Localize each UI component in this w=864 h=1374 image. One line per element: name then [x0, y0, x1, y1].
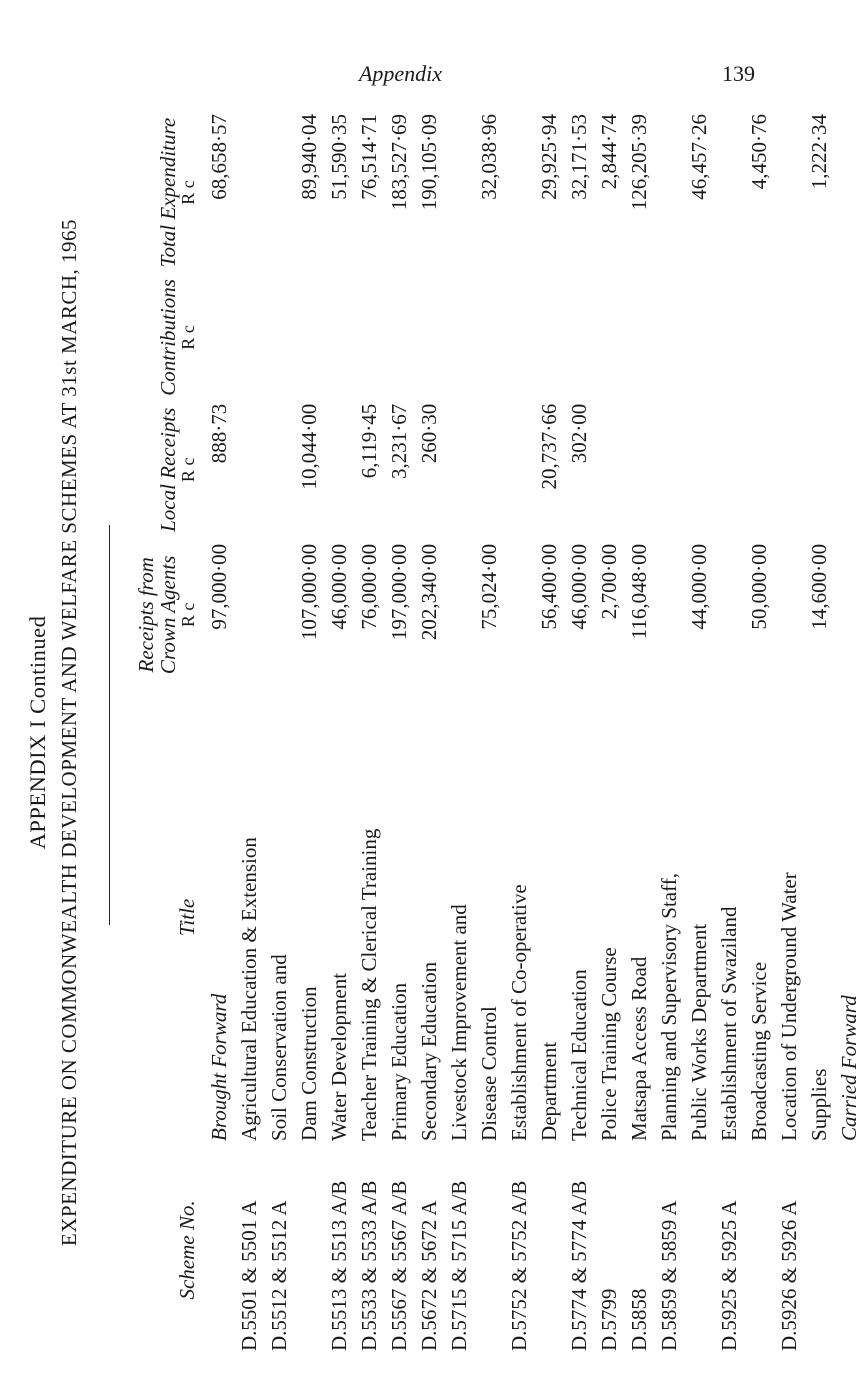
total-expenditure-cell [714, 110, 744, 275]
scheme-number-cell: D.5858 [626, 1288, 651, 1351]
table-row [354, 110, 384, 1355]
scheme-title-cell: Public Works Department [686, 923, 711, 1141]
total-expenditure-cell: 183,527·69 [386, 114, 411, 211]
table-row [384, 110, 414, 1355]
scheme-title-cell: Carried Forward [836, 995, 861, 1141]
local-receipts-cell [234, 400, 264, 540]
contributions-cell [834, 275, 864, 400]
scheme-number-cell [804, 1145, 834, 1355]
scheme-title-cell: Police Training Course [596, 947, 621, 1141]
scheme-number-cell: D.5715 & 5715 A/B [446, 1180, 471, 1351]
title-rule [109, 525, 110, 925]
local-receipts-cell [744, 400, 774, 540]
crown-agents-receipts-cell: 44,000·00 [686, 543, 711, 630]
total-expenditure-cell: 4,450·76 [746, 114, 771, 190]
contributions-cell [474, 275, 504, 400]
total-expenditure-cell: 32,171·53 [566, 114, 591, 200]
contributions-cell [414, 275, 444, 400]
col-local-label: Local Receipts [156, 407, 181, 532]
total-expenditure-cell: 1,222·34 [806, 114, 831, 190]
scheme-title-cell: Supplies [806, 1068, 831, 1141]
local-receipts-cell [714, 400, 744, 540]
scheme-number-cell: D.5501 & 5501 A [236, 1200, 261, 1351]
local-receipts-cell: 6,119·45 [356, 403, 381, 479]
total-expenditure-cell [444, 110, 474, 275]
scheme-title-cell: Livestock Improvement and [446, 904, 471, 1141]
col-crown-header [135, 540, 204, 690]
total-expenditure-cell: 190,105·09 [416, 114, 441, 211]
scheme-title-cell: Disease Control [476, 1006, 501, 1141]
contributions-cell [714, 275, 744, 400]
total-expenditure-cell [834, 110, 864, 275]
total-expenditure-cell: 51,590·35 [326, 114, 351, 200]
table-row [264, 110, 294, 1355]
local-receipts-cell: 260·30 [416, 403, 441, 464]
crown-agents-receipts-cell: 75,024·00 [476, 543, 501, 630]
scheme-number-cell [534, 1145, 564, 1355]
scheme-title-cell: Primary Education [386, 982, 411, 1141]
total-expenditure-cell: 29,925·94 [536, 114, 561, 200]
table-row [474, 110, 504, 1355]
contributions-cell [204, 275, 234, 400]
table-row [654, 110, 684, 1355]
table-row [624, 110, 654, 1355]
table-row [534, 110, 564, 1355]
crown-agents-receipts-cell: 97,000·00 [206, 543, 231, 630]
total-expenditure-cell: 2,844·74 [596, 114, 621, 190]
local-receipts-cell: 3,231·67 [386, 403, 411, 480]
table-row [504, 110, 534, 1355]
col-scheme-header: Scheme No. [174, 1200, 199, 1300]
local-receipts-cell: 10,044·00 [296, 403, 321, 490]
contributions-cell [444, 275, 474, 400]
col-crown-units: R c [178, 602, 199, 628]
col-local-units: R c [178, 457, 199, 483]
scheme-title-cell: Secondary Education [416, 961, 441, 1141]
table-row [204, 110, 234, 1355]
contributions-cell [744, 275, 774, 400]
contributions-cell [504, 275, 534, 400]
col-local-header [135, 400, 204, 540]
table-row [834, 110, 864, 1355]
col-contrib-units: R c [178, 325, 199, 350]
scheme-number-cell [744, 1145, 774, 1355]
crown-agents-receipts-cell: 46,000·00 [566, 543, 591, 630]
contributions-cell [534, 275, 564, 400]
local-receipts-cell [774, 400, 804, 540]
scheme-number-cell: D.5926 & 5926 A [776, 1200, 801, 1351]
col-contrib-header [135, 275, 204, 400]
local-receipts-cell [654, 400, 684, 540]
contributions-cell [234, 275, 264, 400]
scheme-title-cell: Broadcasting Service [746, 961, 771, 1141]
total-expenditure-cell [654, 110, 684, 275]
table-row [804, 110, 834, 1355]
local-receipts-cell [624, 400, 654, 540]
contributions-cell [354, 275, 384, 400]
col-total-header [135, 110, 204, 275]
scheme-title-cell: Matsapa Access Road [626, 956, 651, 1141]
total-expenditure-cell [234, 110, 264, 275]
local-receipts-cell [504, 400, 534, 540]
crown-agents-receipts-cell [264, 540, 294, 690]
crown-agents-receipts-cell: 50,000·00 [746, 543, 771, 630]
total-expenditure-cell [774, 110, 804, 275]
local-receipts-cell [684, 400, 714, 540]
scheme-number-cell: D.5799 [596, 1288, 621, 1351]
table-row [774, 110, 804, 1355]
contributions-cell [594, 275, 624, 400]
table-row [684, 110, 714, 1355]
scheme-title-cell: Brought Forward [206, 993, 231, 1141]
crown-agents-receipts-cell: 46,000·00 [326, 543, 351, 630]
contributions-cell [624, 275, 654, 400]
table-row [414, 110, 444, 1355]
scheme-number-cell: D.5774 & 5774 A/B [566, 1180, 591, 1351]
col-contrib-label: Contributions [156, 279, 181, 396]
crown-agents-receipts-cell [654, 540, 684, 690]
total-expenditure-cell [264, 110, 294, 275]
col-total-units: R c [178, 180, 199, 205]
total-expenditure-cell: 126,205·39 [626, 114, 651, 211]
table-row [594, 110, 624, 1355]
scheme-number-cell [474, 1145, 504, 1355]
contributions-cell [774, 275, 804, 400]
scheme-title-cell: Location of Underground Water [776, 872, 801, 1141]
scheme-number-cell [684, 1145, 714, 1355]
table-row [564, 110, 594, 1355]
scheme-title-cell: Department [536, 1041, 561, 1141]
scheme-title-cell: Soil Conservation and [266, 954, 291, 1141]
crown-agents-receipts-cell: 76,000·00 [356, 543, 381, 630]
contributions-cell [324, 275, 354, 400]
scheme-number-cell [294, 1145, 324, 1355]
crown-agents-receipts-cell: 107,000·00 [296, 543, 321, 641]
local-receipts-cell [834, 400, 864, 540]
local-receipts-cell [804, 400, 834, 540]
scheme-number-cell: D.5567 & 5567 A/B [386, 1180, 411, 1351]
scheme-title-cell: Water Development [326, 972, 351, 1141]
scheme-number-cell: D.5925 & 5925 A [716, 1200, 741, 1351]
contributions-cell [564, 275, 594, 400]
scheme-number-cell: D.5513 & 5513 A/B [326, 1180, 351, 1351]
local-receipts-cell [474, 400, 504, 540]
scheme-number-cell [834, 1145, 864, 1355]
contributions-cell [264, 275, 294, 400]
scheme-title-cell: Agricultural Education & Extension [236, 837, 261, 1141]
contributions-cell [384, 275, 414, 400]
running-title: Appendix [358, 61, 443, 86]
crown-agents-receipts-cell: 14,600·00 [806, 543, 831, 630]
scheme-title-cell: Establishment of Co-operative [506, 884, 531, 1141]
scheme-number-cell: D.5533 & 5533 A/B [356, 1180, 381, 1351]
scheme-title-cell: Dam Construction [296, 986, 321, 1141]
col-crown-label: Receipts from Crown Agents [134, 555, 181, 675]
col-total-label: Total Expenditure [156, 117, 181, 268]
total-expenditure-cell: 46,457·26 [686, 114, 711, 200]
contributions-cell [654, 275, 684, 400]
crown-agents-receipts-cell [714, 540, 744, 690]
table-title: EXPENDITURE ON COMMONWEALTH DEVELOPMENT AND WELFARE SCHEMES AT 31st MARCH, 1965 [57, 218, 81, 1247]
header-row [135, 110, 204, 1355]
crown-agents-receipts-cell: 202,340·00 [416, 543, 441, 641]
local-receipts-cell: 20,737·66 [536, 403, 561, 490]
expenditure-table [135, 110, 864, 1355]
crown-agents-receipts-cell [444, 540, 474, 690]
crown-agents-receipts-cell [834, 540, 864, 690]
table-row [234, 110, 264, 1355]
crown-agents-receipts-cell [504, 540, 534, 690]
local-receipts-cell [264, 400, 294, 540]
crown-agents-receipts-cell: 56,400·00 [536, 543, 561, 630]
running-header [0, 0, 801, 100]
local-receipts-cell: 888·73 [206, 403, 231, 464]
scheme-title-cell: Establishment of Swaziland [716, 906, 741, 1141]
contributions-cell [294, 275, 324, 400]
crown-agents-receipts-cell [774, 540, 804, 690]
scheme-number-cell [204, 1145, 234, 1355]
scheme-number-cell: D.5512 & 5512 A [266, 1200, 291, 1351]
scheme-title-cell: Teacher Training & Clerical Training [356, 828, 381, 1141]
rotated-table-page [25, 110, 861, 1355]
crown-agents-receipts-cell: 2,700·00 [596, 543, 621, 620]
total-expenditure-cell: 68,658·57 [206, 114, 231, 200]
table-row [324, 110, 354, 1355]
table-row [714, 110, 744, 1355]
contributions-cell [684, 275, 714, 400]
appendix-heading: APPENDIX I Continued [25, 615, 50, 850]
scheme-title-cell: Technical Education [566, 969, 591, 1141]
local-receipts-cell [594, 400, 624, 540]
crown-agents-receipts-cell [234, 540, 264, 690]
total-expenditure-cell: 76,514·71 [356, 114, 381, 200]
table-body [204, 110, 864, 1355]
col-title-header: Title [174, 898, 199, 937]
total-expenditure-cell: 32,038·96 [476, 114, 501, 200]
crown-agents-receipts-cell: 116,048·00 [626, 543, 651, 640]
contributions-cell [804, 275, 834, 400]
table-row [744, 110, 774, 1355]
page-number: 139 [722, 61, 755, 86]
scheme-number-cell: D.5672 & 5672 A [416, 1200, 441, 1351]
crown-agents-receipts-cell: 197,000·00 [386, 543, 411, 641]
local-receipts-cell: 302·00 [566, 403, 591, 464]
scheme-number-cell: D.5752 & 5752 A/B [506, 1180, 531, 1351]
local-receipts-cell [324, 400, 354, 540]
table-row [294, 110, 324, 1355]
total-expenditure-cell: 89,940·04 [296, 114, 321, 200]
scheme-title-cell: Planning and Supervisory Staff, [656, 873, 681, 1141]
scheme-number-cell: D.5859 & 5859 A [656, 1200, 681, 1351]
table-row [444, 110, 474, 1355]
total-expenditure-cell [504, 110, 534, 275]
local-receipts-cell [444, 400, 474, 540]
